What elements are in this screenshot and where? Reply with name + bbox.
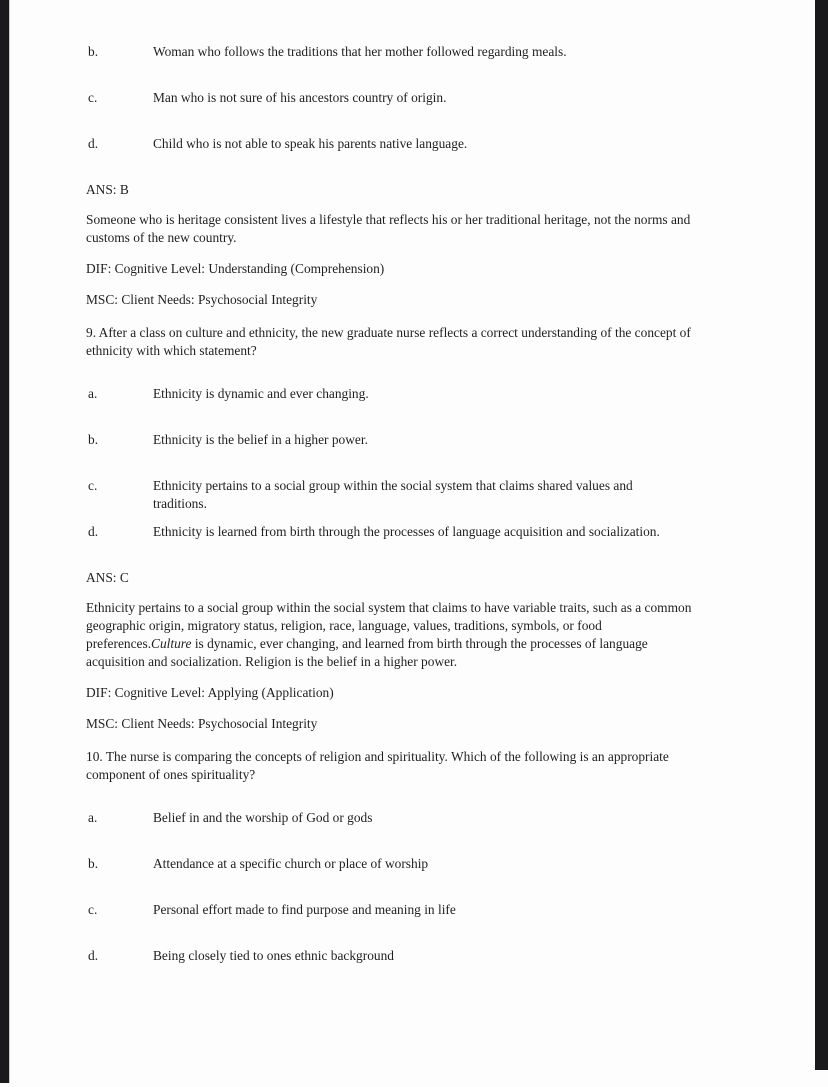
text-line: acquisition and socialization. Religion is the belief in a higher power. bbox=[86, 654, 458, 669]
text-line: Belief in and the worship of God or gods bbox=[153, 810, 373, 825]
document-page bbox=[9, 0, 815, 1087]
option-text bbox=[153, 901, 749, 919]
option-label: b. bbox=[88, 856, 99, 871]
answer-options-group bbox=[86, 385, 749, 569]
answer-options-group bbox=[86, 43, 749, 181]
option-label: c. bbox=[88, 478, 98, 493]
option-row bbox=[86, 809, 749, 855]
option-label: d. bbox=[88, 948, 99, 963]
option-label: b. bbox=[88, 432, 99, 447]
rationale-paragraph bbox=[86, 599, 749, 671]
option-row bbox=[86, 89, 749, 135]
option-text bbox=[153, 523, 749, 541]
option-label: a. bbox=[88, 386, 98, 401]
option-label: c. bbox=[88, 90, 98, 105]
text-line: 10. The nurse is comparing the concepts of religion and spirituality. Which of the following is an appropriate bbox=[86, 749, 669, 764]
option-label: c. bbox=[88, 902, 98, 917]
italic-text-segment: Culture bbox=[151, 636, 192, 651]
text-line: customs of the new country. bbox=[86, 230, 237, 245]
meta-line: MSC: Client Needs: Psychosocial Integrity bbox=[86, 292, 318, 307]
text-line: Ethnicity is the belief in a higher power. bbox=[153, 432, 368, 447]
text-line: geographic origin, migratory status, religion, race, language, values, traditions, symbols, or food bbox=[86, 618, 602, 633]
option-text bbox=[153, 89, 749, 107]
option-row bbox=[86, 43, 749, 89]
option-text bbox=[153, 43, 749, 61]
option-row bbox=[86, 385, 749, 431]
text-line: Personal effort made to find purpose and meaning in life bbox=[153, 902, 456, 917]
option-text bbox=[153, 431, 749, 449]
text-line: Being closely tied to ones ethnic background bbox=[153, 948, 394, 963]
option-row bbox=[86, 431, 749, 477]
option-text bbox=[153, 477, 749, 513]
option-text bbox=[153, 809, 749, 827]
viewer-right-edge bbox=[815, 0, 828, 1070]
text-line: Ethnicity pertains to a social group within the social system that claims shared values and bbox=[153, 478, 633, 493]
text-line: Ethnicity is dynamic and ever changing. bbox=[153, 386, 369, 401]
text-line bbox=[86, 635, 749, 653]
option-row bbox=[86, 523, 749, 569]
option-label: a. bbox=[88, 810, 98, 825]
text-segment: is dynamic, ever changing, and learned from birth through the processes of language bbox=[191, 636, 648, 651]
option-row bbox=[86, 901, 749, 947]
option-text bbox=[153, 135, 749, 153]
option-label: b. bbox=[88, 44, 99, 59]
text-line: Child who is not able to speak his parents native language. bbox=[153, 136, 468, 151]
text-line: ethnicity with which statement? bbox=[86, 343, 257, 358]
option-text bbox=[153, 947, 749, 965]
answer-line: ANS: B bbox=[86, 182, 129, 197]
option-text bbox=[153, 385, 749, 403]
text-line: traditions. bbox=[153, 496, 207, 511]
text-line: component of ones spirituality? bbox=[86, 767, 256, 782]
option-row bbox=[86, 855, 749, 901]
option-row bbox=[86, 947, 749, 993]
meta-line: MSC: Client Needs: Psychosocial Integrity bbox=[86, 716, 318, 731]
text-line: Ethnicity pertains to a social group within the social system that claims to have variable traits, such as a common bbox=[86, 600, 692, 615]
meta-line: DIF: Cognitive Level: Applying (Application) bbox=[86, 685, 334, 700]
text-segment: preferences. bbox=[86, 636, 152, 651]
text-line: Man who is not sure of his ancestors country of origin. bbox=[153, 90, 447, 105]
viewer-left-edge bbox=[0, 0, 10, 1083]
option-label: d. bbox=[88, 136, 99, 151]
question-stem bbox=[86, 324, 749, 360]
text-line: 9. After a class on culture and ethnicity, the new graduate nurse reflects a correct understanding of the concept of bbox=[86, 325, 691, 340]
text-line: Woman who follows the traditions that her mother followed regarding meals. bbox=[153, 44, 567, 59]
text-line: Someone who is heritage consistent lives a lifestyle that reflects his or her traditional heritage, not the norms and bbox=[86, 212, 691, 227]
rationale-paragraph bbox=[86, 211, 749, 247]
answer-options-group bbox=[86, 809, 749, 993]
text-line: Attendance at a specific church or place of worship bbox=[153, 856, 429, 871]
option-row bbox=[86, 477, 749, 523]
option-row bbox=[86, 135, 749, 181]
answer-line: ANS: C bbox=[86, 570, 129, 585]
option-text bbox=[153, 855, 749, 873]
meta-line: DIF: Cognitive Level: Understanding (Comprehension) bbox=[86, 261, 385, 276]
option-label: d. bbox=[88, 524, 99, 539]
text-line: Ethnicity is learned from birth through the processes of language acquisition and socialization. bbox=[153, 524, 660, 539]
question-stem bbox=[86, 748, 749, 784]
